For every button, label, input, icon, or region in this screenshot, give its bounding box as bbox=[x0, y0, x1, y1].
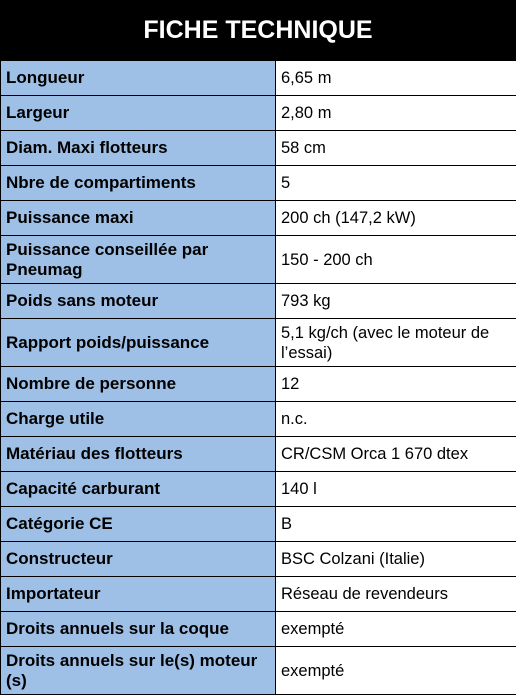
spec-table bbox=[0, 60, 516, 695]
row-label: Capacité carburant bbox=[1, 472, 276, 507]
row-label: Longueur bbox=[1, 61, 276, 96]
row-label: Catégorie CE bbox=[1, 507, 276, 542]
row-label: Matériau des flotteurs bbox=[1, 437, 276, 472]
page-title: FICHE TECHNIQUE bbox=[0, 0, 516, 60]
row-value: BSC Colzani (Italie) bbox=[276, 542, 516, 577]
row-value: exempté bbox=[276, 647, 516, 695]
table-row-compartiments bbox=[1, 166, 516, 201]
table-row-materiau bbox=[1, 437, 516, 472]
row-label: Nbre de compartiments bbox=[1, 166, 276, 201]
row-label: Diam. Maxi flotteurs bbox=[1, 131, 276, 166]
row-label: Importateur bbox=[1, 577, 276, 612]
table-row-charge-utile bbox=[1, 402, 516, 437]
row-label: Charge utile bbox=[1, 402, 276, 437]
row-value: 6,65 m bbox=[276, 61, 516, 96]
row-label: Droits annuels sur le(s) moteur (s) bbox=[1, 647, 276, 695]
row-label: Puissance maxi bbox=[1, 201, 276, 236]
table-row-capacite-carburant bbox=[1, 472, 516, 507]
table-row-puissance-maxi bbox=[1, 201, 516, 236]
row-value: Réseau de revendeurs bbox=[276, 577, 516, 612]
table-row-importateur bbox=[1, 577, 516, 612]
row-label: Constructeur bbox=[1, 542, 276, 577]
table-row-longueur bbox=[1, 61, 516, 96]
table-row-nombre-personne bbox=[1, 367, 516, 402]
row-label: Puissance conseillée par Pneumag bbox=[1, 236, 276, 284]
row-label: Poids sans moteur bbox=[1, 284, 276, 319]
table-row-constructeur bbox=[1, 542, 516, 577]
row-value: 200 ch (147,2 kW) bbox=[276, 201, 516, 236]
table-row-poids bbox=[1, 284, 516, 319]
table-row-rapport-poids-puissance bbox=[1, 319, 516, 367]
row-label: Largeur bbox=[1, 96, 276, 131]
table-row-categorie-ce bbox=[1, 507, 516, 542]
row-value: 140 l bbox=[276, 472, 516, 507]
row-value: 793 kg bbox=[276, 284, 516, 319]
row-value: exempté bbox=[276, 612, 516, 647]
row-value: 150 - 200 ch bbox=[276, 236, 516, 284]
row-value: n.c. bbox=[276, 402, 516, 437]
row-label: Nombre de personne bbox=[1, 367, 276, 402]
row-value: CR/CSM Orca 1 670 dtex bbox=[276, 437, 516, 472]
table-row-diam-flotteurs bbox=[1, 131, 516, 166]
row-value: 5 bbox=[276, 166, 516, 201]
row-label: Droits annuels sur la coque bbox=[1, 612, 276, 647]
row-value: B bbox=[276, 507, 516, 542]
row-label: Rapport poids/puissance bbox=[1, 319, 276, 367]
row-value: 12 bbox=[276, 367, 516, 402]
row-value: 5,1 kg/ch (avec le moteur de l’essai) bbox=[276, 319, 516, 367]
table-row-puissance-conseillee bbox=[1, 236, 516, 284]
row-value: 58 cm bbox=[276, 131, 516, 166]
table-row-droits-coque bbox=[1, 612, 516, 647]
table-row-largeur bbox=[1, 96, 516, 131]
table-row-droits-moteur bbox=[1, 647, 516, 695]
row-value: 2,80 m bbox=[276, 96, 516, 131]
